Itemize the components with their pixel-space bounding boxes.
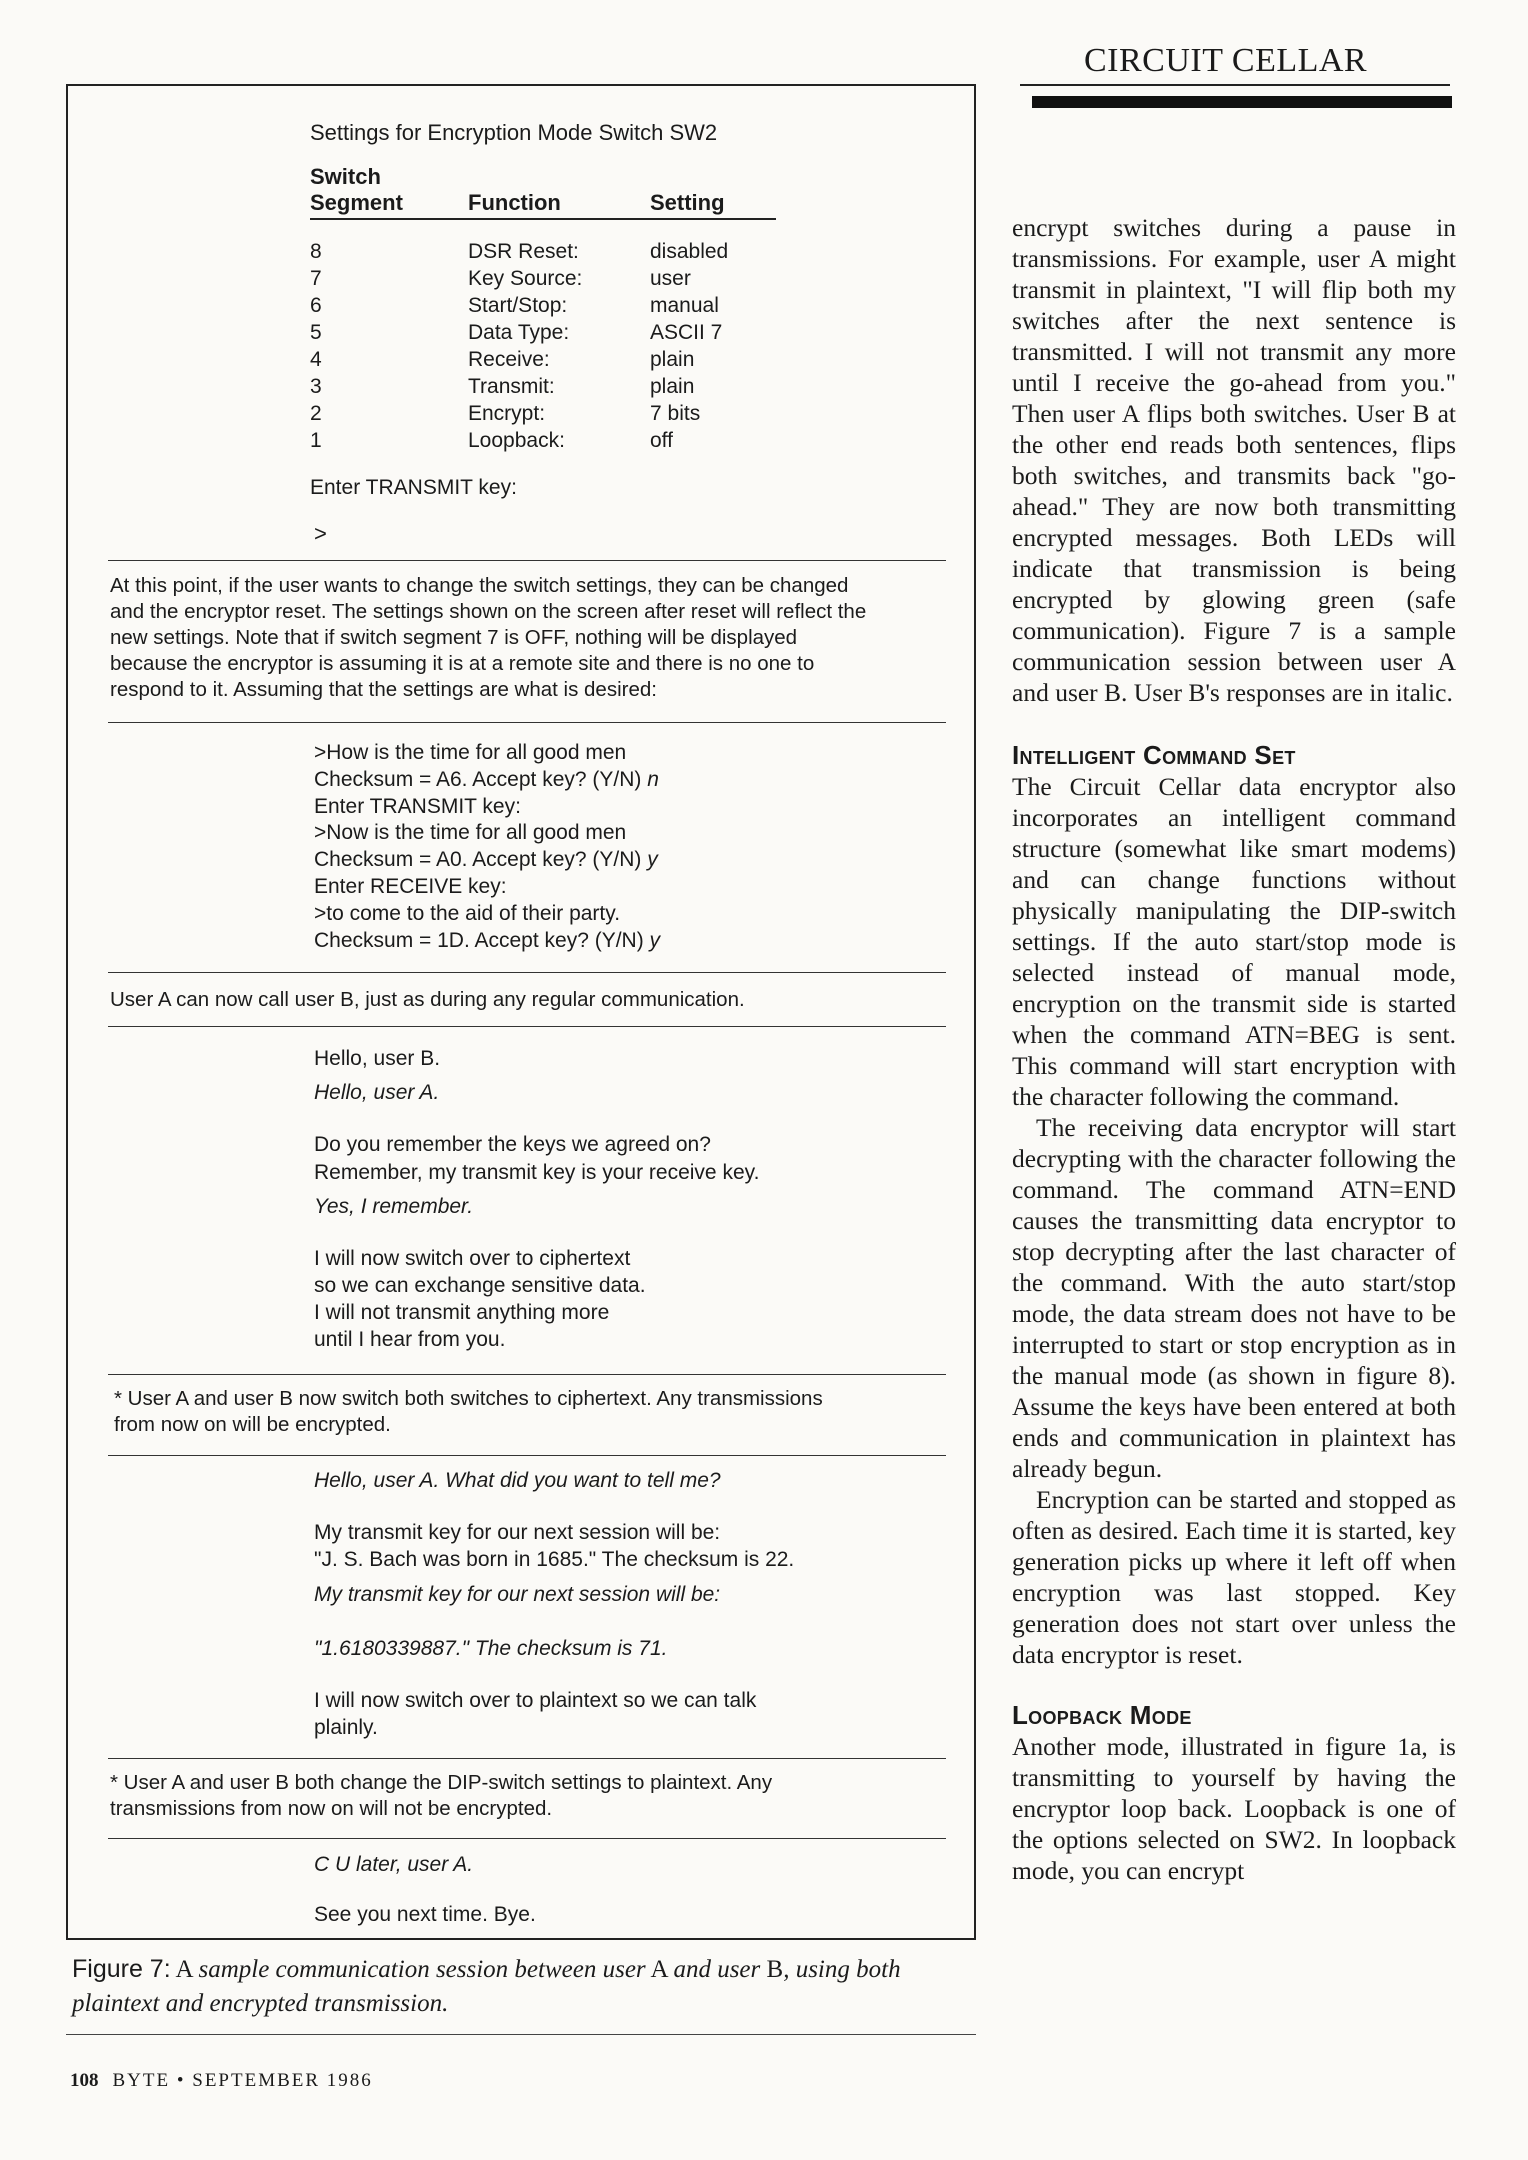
chat-line: I will now switch over to plaintext so we can talk	[314, 1689, 757, 1712]
table-title: Settings for Encryption Mode Switch SW2	[310, 120, 718, 145]
divider	[108, 972, 946, 973]
caption-text: sample communication session between user	[198, 1956, 646, 1983]
divider	[108, 560, 946, 561]
divider	[108, 722, 946, 723]
chat-line: Do you remember the keys we agreed on?	[314, 1133, 711, 1156]
table-cell-setting: 7 bits	[650, 402, 701, 425]
note-1	[110, 573, 950, 703]
chat-line: I will now switch over to ciphertext	[314, 1247, 631, 1270]
table-cell-setting: plain	[650, 375, 695, 398]
text-line: respond to it. Assuming that the settings are what is desired:	[110, 678, 657, 701]
table-cell-function: Transmit:	[468, 375, 555, 398]
table-cell-setting: off	[650, 429, 673, 452]
chat-line: Remember, my transmit key is your receive key.	[314, 1161, 760, 1184]
enter-transmit-key: Enter TRANSMIT key:	[310, 476, 517, 499]
table-header-rule	[310, 218, 776, 220]
divider	[108, 1374, 946, 1375]
body-paragraph: encrypt switches during a pause in transmissions. For example, user A might transmit in plaintext, "I will flip both my switches after the next sentence is transmitted. I will not transmit any more until I receive the go-ahead from you." Then user A flips both switches. User B at the other end reads both sentences, flips both switches, and transmits back "go-ahead." They are now both transmitting encrypted messages. Both LEDs will indicate that transmission is being encrypted by glowing green (safe communication). Figure 7 is a sample communication session between user A and user B. User B's responses are in italic.	[1012, 213, 1456, 707]
col-header-switch-line1: Switch	[310, 164, 381, 189]
chat-line: I will not transmit anything more	[314, 1301, 610, 1324]
caption-text: , using both plaintext and encrypted transmission.	[72, 1956, 901, 2017]
table-cell-segment: 4	[310, 348, 322, 371]
table-cell-setting: ASCII 7	[650, 321, 723, 344]
text-line: transmissions from now on will not be encrypted.	[110, 1797, 553, 1820]
text-line: new settings. Note that if switch segment 7 is OFF, nothing will be displayed	[110, 626, 798, 649]
chat-line: "J. S. Bach was born in 1685." The checksum is 22.	[314, 1548, 795, 1571]
session-line: >to come to the aid of their party.	[314, 901, 621, 925]
chat-line-italic: My transmit key for our next session will be:	[314, 1583, 721, 1606]
user-answer: y	[649, 928, 661, 952]
prompt: >	[314, 521, 327, 546]
table-cell-function: Receive:	[468, 348, 550, 371]
user-answer: y	[647, 848, 658, 872]
page-number: 108	[70, 2070, 99, 2091]
header-bar	[1032, 96, 1452, 108]
table-cell-segment: 1	[310, 429, 322, 452]
caption-text: and user	[673, 1956, 761, 1983]
footer-text: BYTE • SEPTEMBER 1986	[112, 2070, 373, 2091]
text-line: At this point, if the user wants to change the switch settings, they can be changed	[110, 574, 849, 597]
session-line: Checksum = A0. Accept key? (Y/N) y	[314, 848, 658, 872]
table-cell-function: Loopback:	[468, 429, 565, 452]
section-title: CIRCUIT CELLAR	[1084, 42, 1368, 79]
chat-line: until I hear from you.	[314, 1328, 506, 1351]
caption-rule	[66, 2034, 976, 2035]
body-paragraph: The Circuit Cellar data encryptor also incorporates an intelligent command structure (somewhat like smart modems) and can change functions without physically manipulating the DIP-switch settings. If the auto start/stop mode is selected instead of manual mode, encryption on the transmit side is started when the command ATN=BEG is sent. This command will start encryption with the character following the command.	[1012, 772, 1456, 1111]
note-2: User A can now call user B, just as during any regular communication.	[110, 988, 745, 1011]
table-cell-segment: 6	[310, 294, 322, 317]
page-footer	[70, 2070, 373, 2092]
session-line: >How is the time for all good men	[314, 741, 627, 764]
chat-line: plainly.	[314, 1716, 378, 1739]
table-cell-segment: 5	[310, 321, 322, 344]
session-line: >Now is the time for all good men	[314, 821, 627, 845]
table-cell-function: Encrypt:	[468, 402, 546, 425]
table-cell-setting: manual	[650, 294, 719, 317]
text-line: from now on will be encrypted.	[114, 1413, 391, 1436]
col-header-function: Function	[468, 190, 561, 215]
chat-line-italic: Hello, user A. What did you want to tell me?	[314, 1469, 721, 1492]
table-cell-setting: user	[650, 267, 691, 290]
table-cell-setting: disabled	[650, 240, 729, 263]
chat-line-italic: Yes, I remember.	[314, 1195, 474, 1218]
table-cell-segment: 8	[310, 240, 322, 263]
caption-letter: A	[175, 1956, 193, 1983]
caption-letter: A	[650, 1956, 668, 1983]
table-cell-segment: 3	[310, 375, 322, 398]
section-heading: Intelligent Command Set	[1012, 740, 1296, 770]
body-paragraph: The receiving data encryptor will start decrypting with the character following the command. The command ATN=END causes the transmitting data encryptor to stop decrypting after the last character of the command. With the auto start/stop mode, the data stream does not have to be interrupted to start or stop encryption as in the manual mode (as shown in figure 8). Assume the keys have been entered at both ends and communication in plaintext has already begun.	[1012, 1113, 1456, 1483]
session-line: Enter TRANSMIT key:	[314, 794, 521, 818]
body-paragraph: Another mode, illustrated in figure 1a, is transmitting to yourself by having the encryptor loop back. Loopback is one of the options selected on SW2. In loopback mode, you can encrypt	[1012, 1732, 1456, 1885]
article-body	[1012, 212, 1456, 1886]
key-entry-session	[314, 740, 660, 954]
text-line: and the encryptor reset. The settings shown on the screen after reset will reflect the	[110, 600, 867, 623]
chat-line-italic: Hello, user A.	[314, 1081, 440, 1104]
caption-label: Figure 7:	[72, 1955, 171, 1983]
user-answer: n	[647, 767, 659, 791]
text-line: * User A and user B both change the DIP-switch settings to plaintext. Any	[110, 1771, 773, 1794]
divider	[108, 1838, 946, 1839]
table-cell-setting: plain	[650, 348, 695, 371]
table-cell-function: Data Type:	[468, 321, 570, 344]
session-line: Enter RECEIVE key:	[314, 874, 507, 898]
text-line: because the encryptor is assuming it is at a remote site and there is no one to	[110, 652, 815, 675]
col-header-setting: Setting	[650, 190, 725, 215]
body-paragraph: Encryption can be started and stopped as often as desired. Each time it is started, key generation picks up where it left off when encryption was last stopped. Key generation does not start over unless the data encryptor is reset.	[1012, 1485, 1456, 1669]
figure-caption	[72, 1952, 972, 2021]
table-cell-function: Start/Stop:	[468, 294, 568, 317]
divider	[108, 1455, 946, 1456]
chat-line-italic: C U later, user A.	[314, 1853, 474, 1876]
table-cell-function: DSR Reset:	[468, 240, 579, 263]
chat-line: See you next time. Bye.	[314, 1903, 536, 1926]
chat-line: Hello, user B.	[314, 1047, 441, 1070]
table-cell-segment: 2	[310, 402, 322, 425]
divider	[108, 1026, 946, 1027]
note-4	[110, 1770, 772, 1822]
table-cell-function: Key Source:	[468, 267, 583, 290]
header-rule	[1020, 84, 1450, 86]
text-line: * User A and user B now switch both switches to ciphertext. Any transmissions	[114, 1387, 823, 1410]
col-header-switch-line2: Segment	[310, 190, 403, 215]
chat-line: so we can exchange sensitive data.	[314, 1274, 646, 1297]
col-header-switch	[310, 164, 403, 216]
chat-line-italic: "1.6180339887." The checksum is 71.	[314, 1637, 668, 1660]
session-line: Checksum = 1D. Accept key? (Y/N) y	[314, 928, 661, 952]
note-3	[114, 1386, 823, 1438]
chat-line: My transmit key for our next session will be:	[314, 1521, 721, 1544]
section-heading: Loopback Mode	[1012, 1700, 1192, 1730]
session-line: Checksum = A6. Accept key? (Y/N) n	[314, 767, 659, 791]
divider	[108, 1758, 946, 1759]
table-cell-segment: 7	[310, 267, 322, 290]
caption-letter: B	[766, 1956, 784, 1983]
